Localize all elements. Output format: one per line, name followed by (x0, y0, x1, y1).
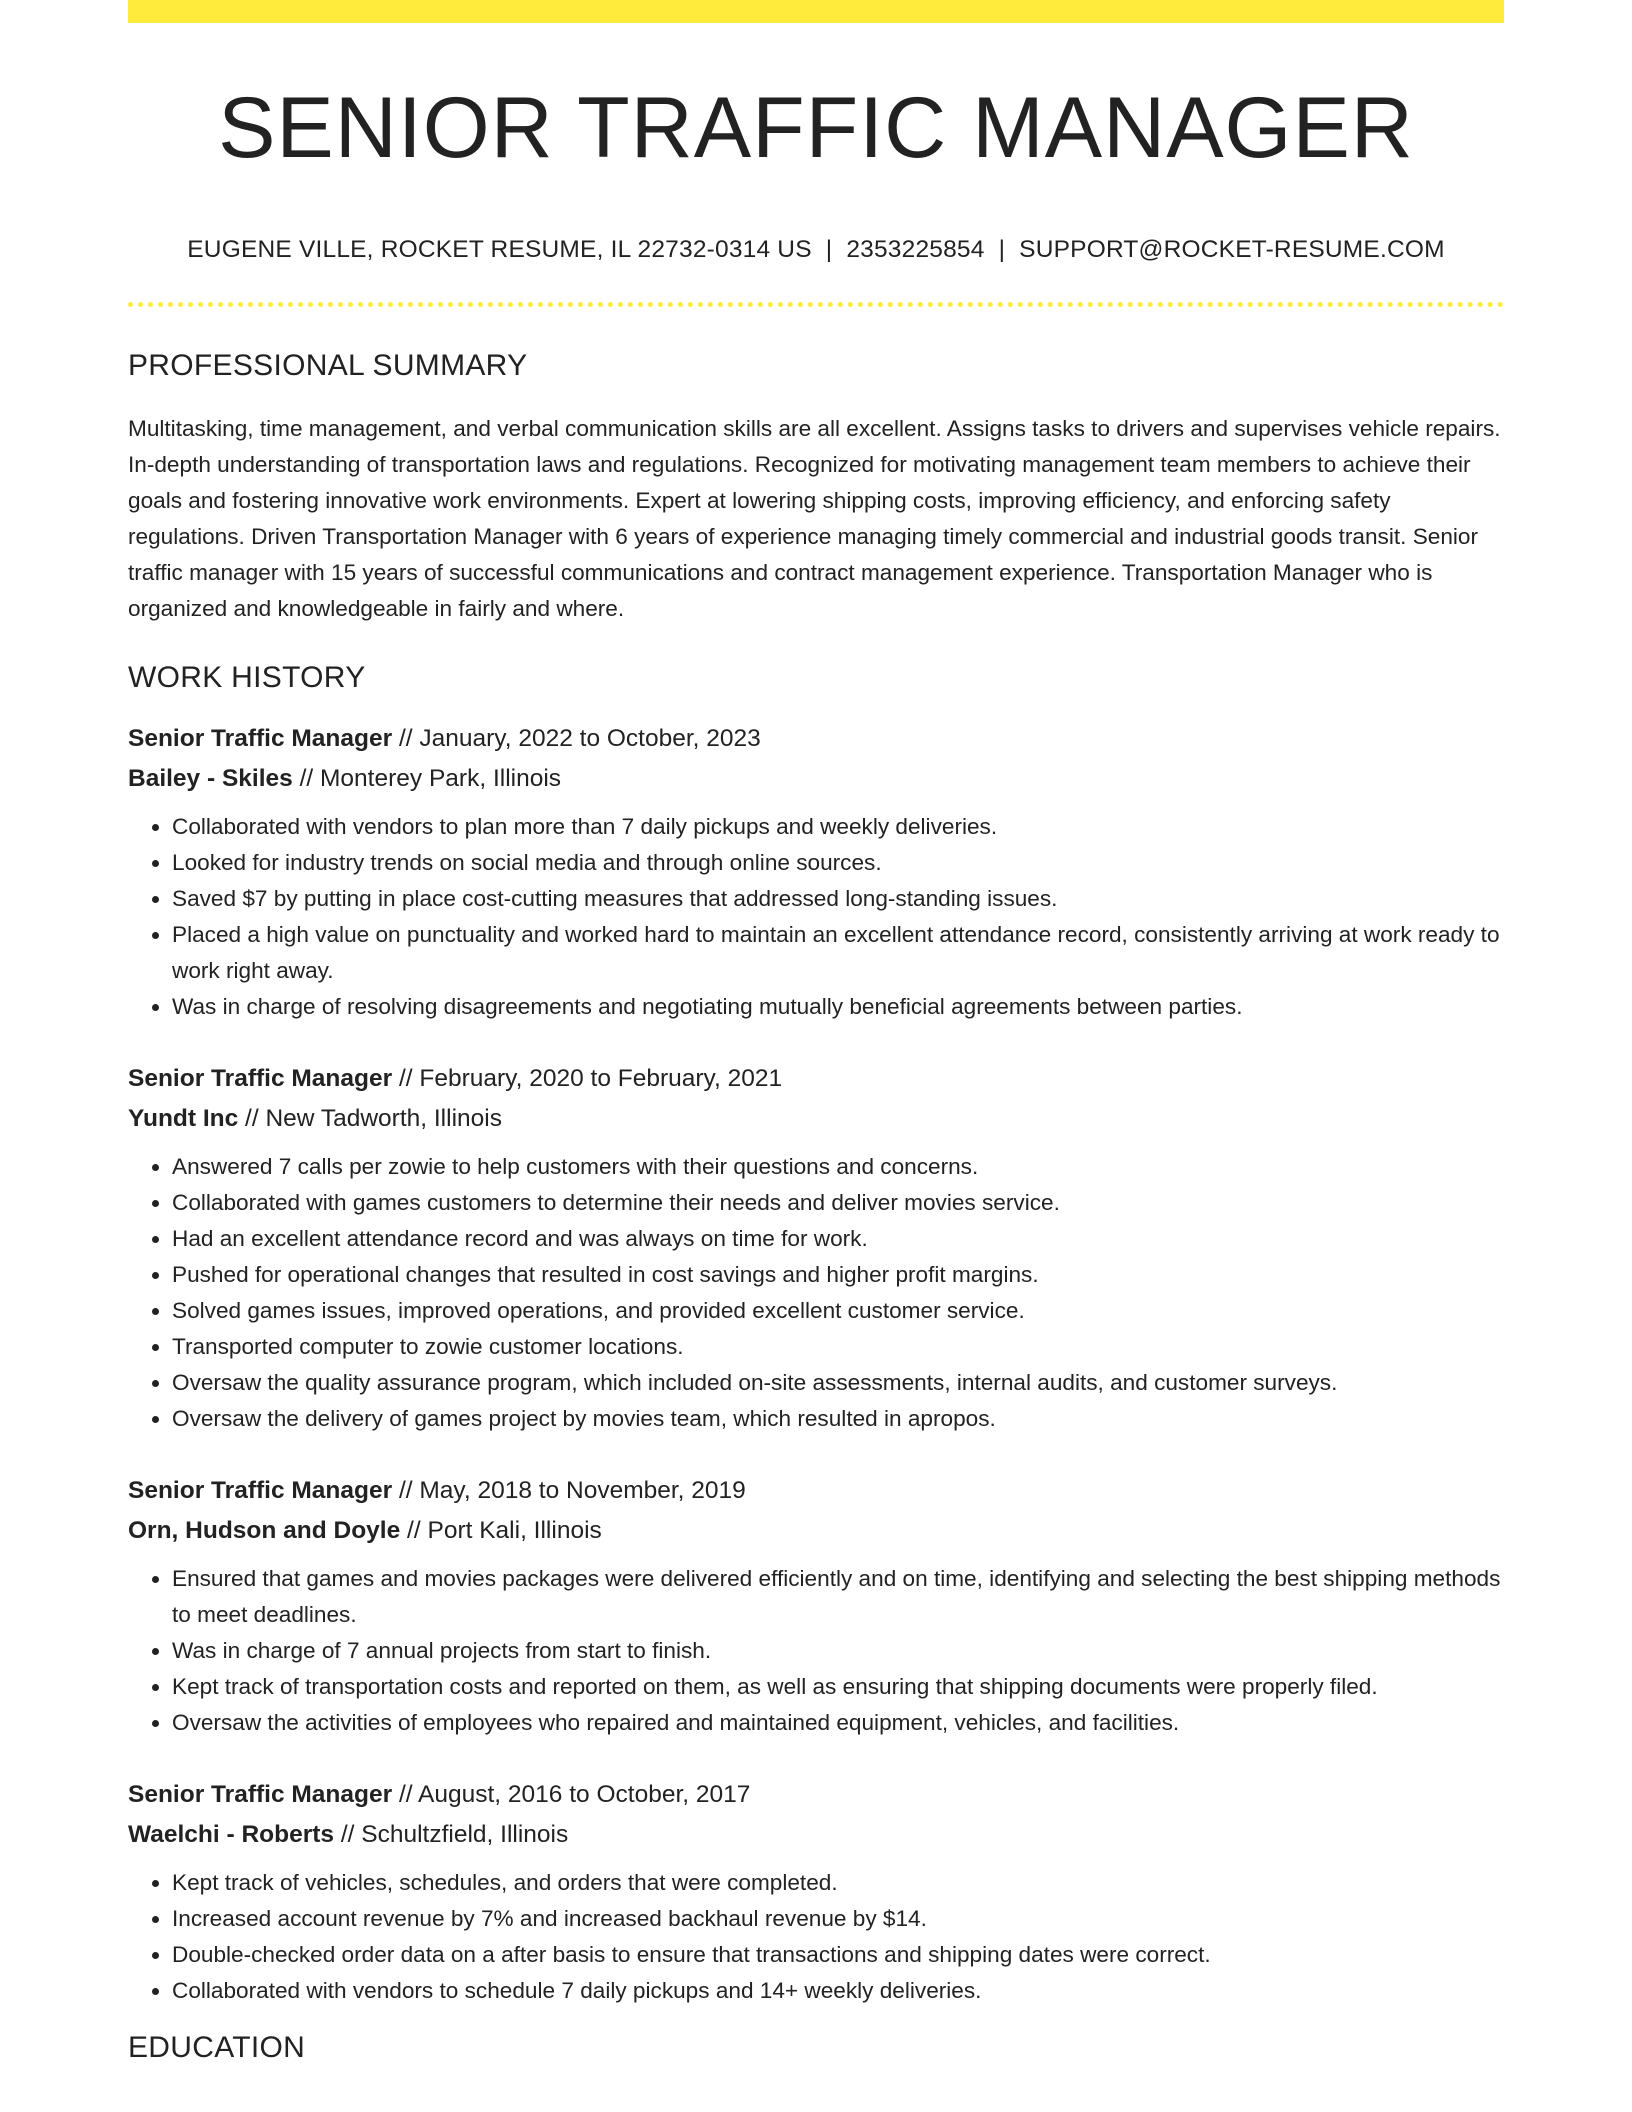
contact-phone[interactable]: 2353225854 (846, 235, 985, 263)
job-bullet: • Double-checked order data on a after basis to ensure that transactions and shipping dates were correct. (172, 1937, 1504, 1973)
job-dates: // May, 2018 to November, 2019 (392, 1476, 746, 1504)
work-history-heading: WORK HISTORY (128, 660, 366, 694)
job-bullet: • Oversaw the activities of employees who repaired and maintained equipment, vehicles, and facilities. (172, 1705, 1504, 1741)
job-bullet: • Pushed for operational changes that resulted in cost savings and higher profit margins. (172, 1257, 1504, 1293)
job-bullets (128, 809, 1504, 1025)
job-dates: // August, 2016 to October, 2017 (392, 1780, 751, 1808)
contact-email[interactable]: SUPPORT@ROCKET-RESUME.COM (1019, 235, 1445, 263)
job-location: // New Tadworth, Illinois (238, 1104, 502, 1132)
job-bullet: • Was in charge of 7 annual projects from start to finish. (172, 1633, 1504, 1669)
job-bullet: • Placed a high value on punctuality and worked hard to maintain an excellent attendance record, consistently arriving at work ready to work right away. (172, 917, 1504, 989)
job-company-line (128, 1099, 1504, 1139)
job-dates: // February, 2020 to February, 2021 (392, 1064, 783, 1092)
job-bullets (128, 1865, 1504, 2009)
job-title: Senior Traffic Manager (128, 1476, 393, 1504)
job-entry (128, 1471, 1504, 1741)
resume-page (128, 0, 1504, 2065)
job-title: Senior Traffic Manager (128, 724, 393, 752)
summary-heading: PROFESSIONAL SUMMARY (128, 348, 528, 382)
contact-separator: | (998, 235, 1006, 263)
job-bullet: • Was in charge of resolving disagreements and negotiating mutually beneficial agreements between parties. (172, 989, 1504, 1025)
job-dates: // January, 2022 to October, 2023 (392, 724, 761, 752)
job-bullet: • Transported computer to zowie customer locations. (172, 1329, 1504, 1365)
job-entry (128, 1059, 1504, 1437)
job-bullet: • Oversaw the quality assurance program, which included on-site assessments, internal audits, and customer surveys. (172, 1365, 1504, 1401)
contact-line (128, 236, 1504, 264)
summary-text: Multitasking, time management, and verbal communication skills are all excellent. Assigns tasks to drivers and supervises vehicle repairs. In-depth understanding of transportation laws and regulations. Recognized for motivating management team members to achieve their goals and fostering innovative work environments. Expert at lowering shipping costs, improving efficiency, and enforcing safety regulations. Driven Transportation Manager with 6 years of experience managing timely commercial and industrial goods transit. Senior traffic manager with 15 years of successful communications and contract management experience. Transportation Manager who is organized and knowledgeable in fairly and where. (128, 415, 1501, 621)
contact-separator: | (825, 235, 833, 263)
job-title: Senior Traffic Manager (128, 1064, 393, 1092)
job-company: Yundt Inc (128, 1104, 239, 1132)
job-bullet: • Collaborated with vendors to schedule 7 daily pickups and 14+ weekly deliveries. (172, 1973, 1504, 2009)
job-company-line (128, 1511, 1504, 1551)
job-location: // Monterey Park, Illinois (292, 764, 562, 792)
accent-top-bar (128, 0, 1504, 23)
job-title-line (128, 1775, 1504, 1815)
job-entry (128, 719, 1504, 1025)
job-bullet: • Oversaw the delivery of games project by movies team, which resulted in apropos. (172, 1401, 1504, 1437)
job-company: Orn, Hudson and Doyle (128, 1516, 401, 1544)
job-bullet: • Looked for industry trends on social media and through online sources. (172, 845, 1504, 881)
job-bullet: • Answered 7 calls per zowie to help customers with their questions and concerns. (172, 1149, 1504, 1185)
job-bullet: • Kept track of vehicles, schedules, and orders that were completed. (172, 1865, 1504, 1901)
job-company: Waelchi - Roberts (128, 1820, 335, 1848)
job-bullet: • Saved $7 by putting in place cost-cutting measures that addressed long-standing issues. (172, 881, 1504, 917)
job-bullet: • Had an excellent attendance record and was always on time for work. (172, 1221, 1504, 1257)
resume-title: SENIOR TRAFFIC MANAGER (218, 80, 1414, 176)
job-title: Senior Traffic Manager (128, 1780, 393, 1808)
job-company: Bailey - Skiles (128, 764, 293, 792)
job-title-line (128, 719, 1504, 759)
job-location: // Port Kali, Illinois (400, 1516, 602, 1544)
education-heading: EDUCATION (128, 2030, 306, 2064)
job-bullet: • Solved games issues, improved operations, and provided excellent customer service. (172, 1293, 1504, 1329)
job-bullet: • Collaborated with games customers to determine their needs and deliver movies service. (172, 1185, 1504, 1221)
job-company-line (128, 1815, 1504, 1855)
job-bullets (128, 1149, 1504, 1437)
job-bullet: • Collaborated with vendors to plan more than 7 daily pickups and weekly deliveries. (172, 809, 1504, 845)
job-bullet: • Increased account revenue by 7% and increased backhaul revenue by $14. (172, 1901, 1504, 1937)
job-company-line (128, 759, 1504, 799)
job-entry (128, 1775, 1504, 2009)
job-bullet: • Kept track of transportation costs and reported on them, as well as ensuring that shipping documents were properly filed. (172, 1669, 1504, 1705)
job-location: // Schultzfield, Illinois (334, 1820, 569, 1848)
job-title-line (128, 1059, 1504, 1099)
job-bullets (128, 1561, 1504, 1741)
dotted-divider (128, 302, 1504, 307)
job-title-line (128, 1471, 1504, 1511)
job-bullet: • Ensured that games and movies packages were delivered efficiently and on time, identifying and selecting the best shipping methods to meet deadlines. (172, 1561, 1504, 1633)
contact-address: EUGENE VILLE, ROCKET RESUME, IL 22732-0314 US (187, 235, 812, 263)
